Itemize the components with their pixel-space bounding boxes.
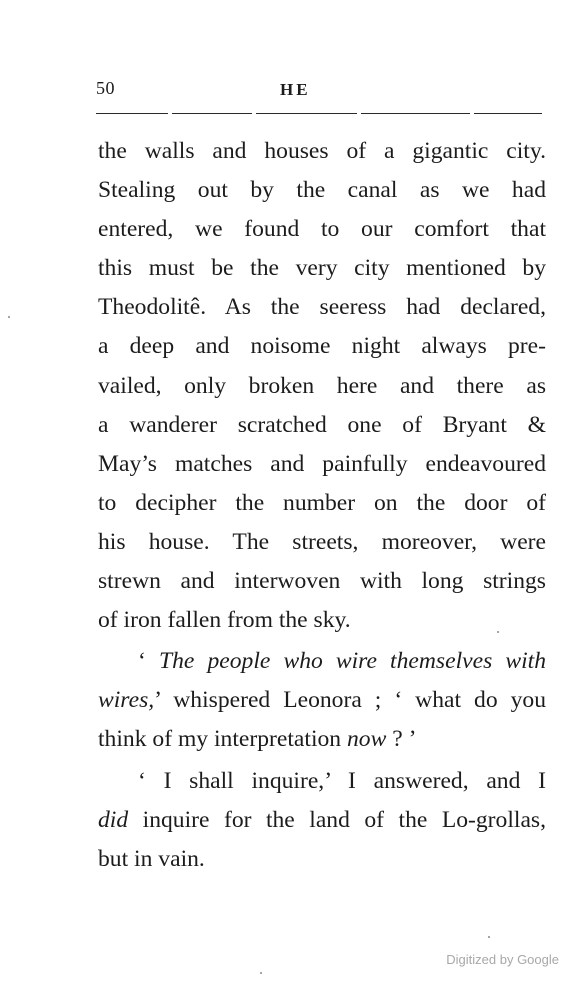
header-rule-break	[252, 111, 256, 117]
text-line	[98, 681, 546, 720]
text-run: his house. The streets, moreover, were	[98, 528, 546, 555]
text-line	[98, 840, 546, 879]
text-run: entered, we found to our comfort that	[98, 216, 546, 243]
text-line	[98, 288, 546, 327]
text-run: the walls and houses of a gigantic city.	[98, 138, 546, 164]
text-run: but in vain.	[98, 845, 205, 872]
scan-speck	[8, 316, 10, 318]
text-run: to decipher the number on the door of	[98, 489, 546, 516]
text-line	[98, 249, 546, 288]
text-line	[98, 720, 546, 759]
text-run: ’ whispered Leonora ; ‘ what do you	[154, 687, 546, 714]
page-number: 50	[96, 78, 115, 98]
header-rule-break	[357, 111, 361, 117]
header-rule	[96, 113, 542, 114]
text-run: a wanderer scratched one of Bryant &	[98, 411, 546, 438]
text-line	[98, 762, 546, 801]
text-line	[98, 171, 546, 210]
text-line	[98, 562, 546, 601]
header-rule-break	[470, 111, 474, 117]
text-line	[98, 406, 546, 445]
text-line	[98, 327, 546, 366]
text-run: ? ’	[386, 726, 417, 753]
italic-text: The people who wire themselves with	[158, 648, 546, 675]
text-line	[98, 210, 546, 249]
text-line	[98, 642, 546, 681]
digitized-watermark: Digitized by Google	[446, 952, 559, 967]
text-run: strewn and interwoven with long strings	[98, 568, 546, 595]
text-run: Theodolitê. As the seeress had declared,	[98, 294, 546, 321]
header-rule-break	[168, 111, 172, 117]
text-run: vailed, only broken here and there as	[98, 372, 546, 399]
italic-text: wires,	[98, 687, 155, 714]
scan-speck	[260, 972, 262, 974]
text-line	[98, 523, 546, 562]
text-run: May’s matches and painfully endeavoured	[98, 450, 546, 477]
text-line	[98, 601, 546, 640]
italic-text: did	[98, 806, 129, 833]
body-text	[98, 132, 546, 879]
text-run: a deep and noisome night always pre-	[98, 333, 546, 360]
running-title: HE	[280, 80, 311, 99]
text-run: ‘	[138, 648, 159, 675]
italic-text: now	[347, 726, 387, 753]
text-line	[98, 445, 546, 484]
text-run: think of my interpretation	[98, 726, 347, 753]
text-line	[98, 132, 546, 171]
text-line	[98, 484, 546, 523]
text-run: of iron fallen from the sky.	[98, 607, 351, 634]
text-run: Stealing out by the canal as we had	[98, 177, 546, 204]
text-line	[98, 367, 546, 406]
text-run: inquire for the land of the Lo-grollas,	[128, 806, 546, 833]
text-run: this must be the very city mentioned by	[98, 255, 546, 282]
scan-speck	[497, 631, 499, 633]
text-run: ‘ I shall inquire,’ I answered, and I	[138, 767, 546, 794]
text-line	[98, 801, 546, 840]
scan-speck	[488, 936, 490, 938]
